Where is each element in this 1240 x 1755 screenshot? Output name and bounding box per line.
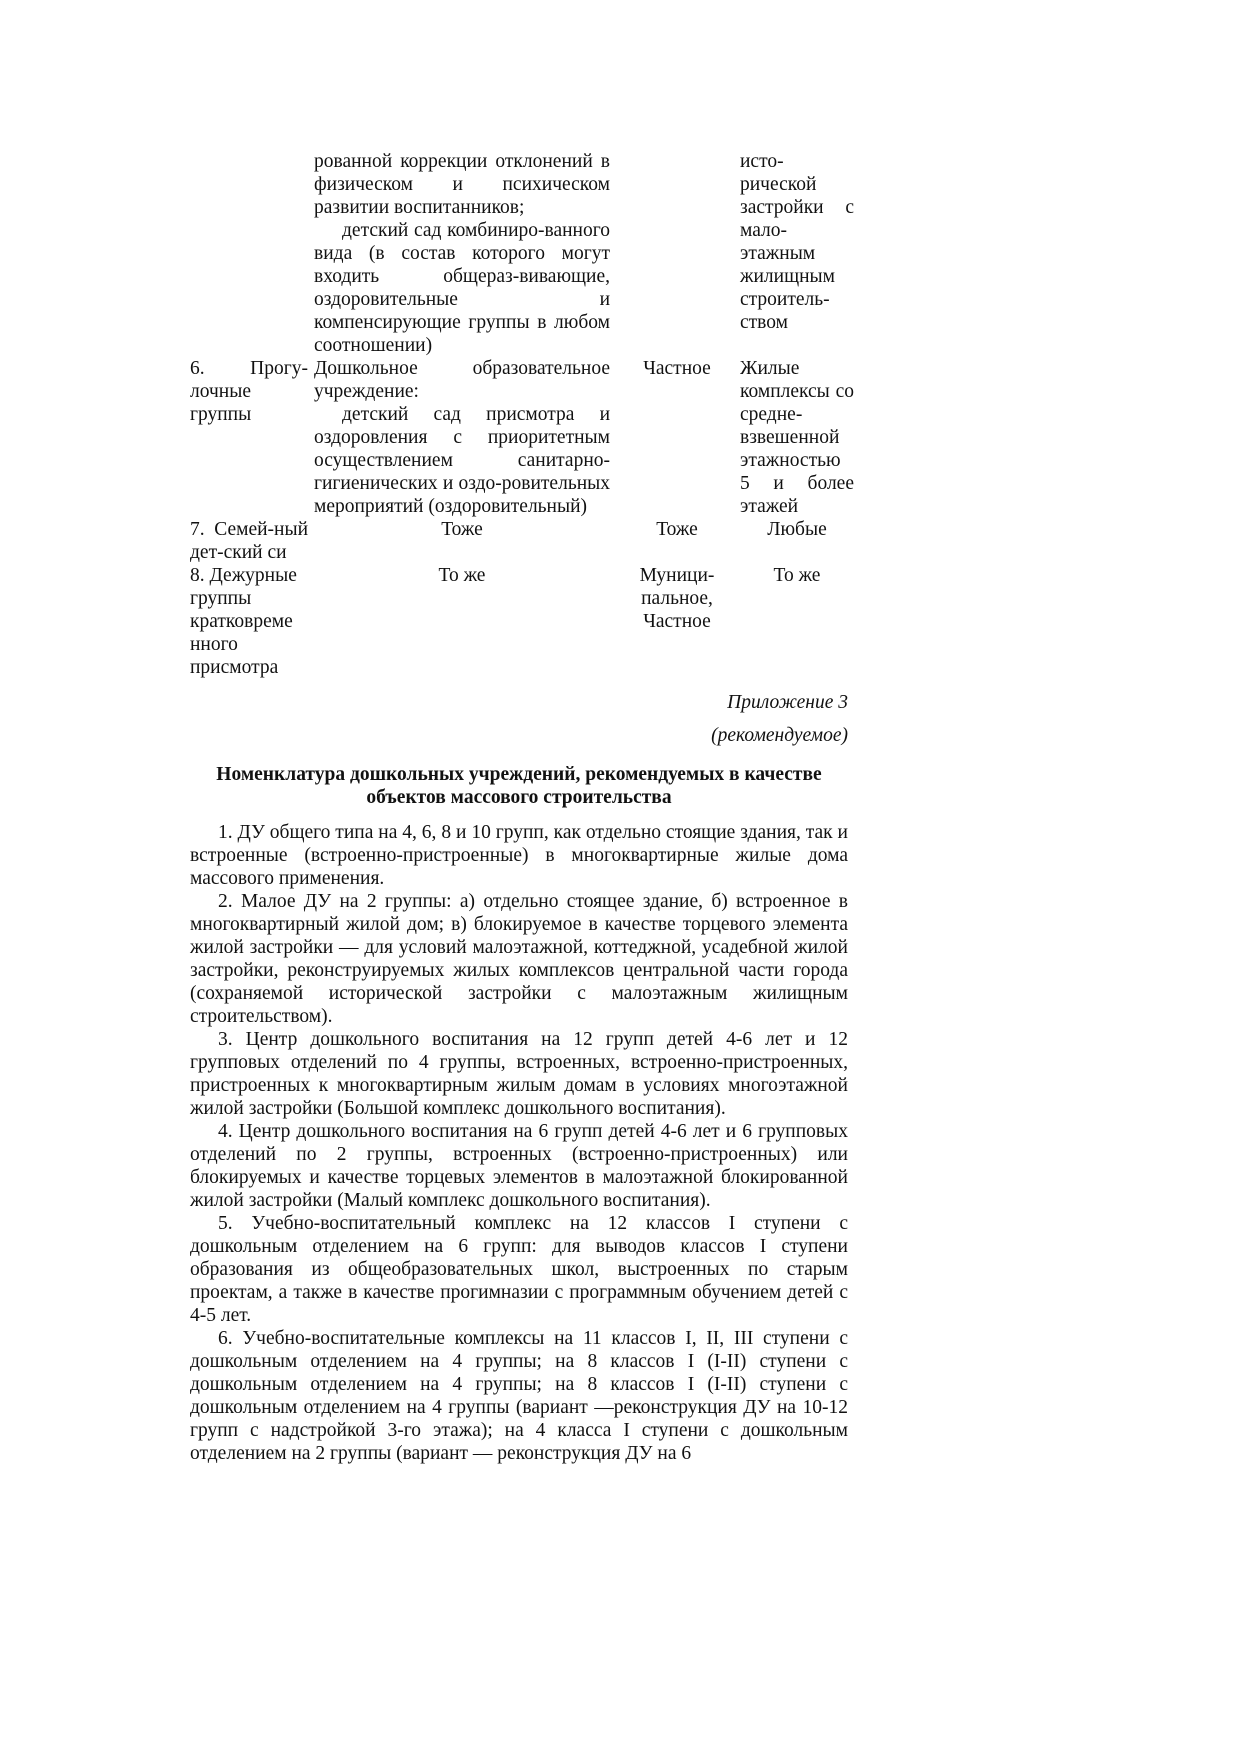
appendix-block bbox=[190, 691, 848, 747]
table-cell-type bbox=[312, 518, 614, 564]
table-cell-type bbox=[312, 564, 614, 679]
table-cell-placement: Жилые комплексы со средне-взвешенной этажностью 5 и более этажей bbox=[740, 358, 854, 517]
table-row bbox=[190, 518, 854, 564]
table-cell-placement: Любые bbox=[767, 519, 827, 540]
paragraph: 2. Малое ДУ на 2 группы: а) отдельно стоящее здание, б) встроенное в многоквартирный жилой дом; в) блокируемое в качестве торцевого элемента жилой застройки — для условий малоэтажной, коттеджной, усадебной жилой застройки, реконструируемых жилых комплексов центральной части города (сохраняемой исторической застройки с малоэтажным жилищным строительством). bbox=[190, 891, 848, 1027]
cell-paragraph: рованной коррекции отклонений в физическом и психическом развитии воспитанников; bbox=[314, 151, 610, 218]
nomenclature-table bbox=[190, 150, 854, 679]
table-row bbox=[190, 357, 854, 518]
cell-paragraph: Дошкольное образовательное учреждение: bbox=[314, 358, 610, 402]
paragraph: 5. Учебно-воспитательный комплекс на 12 классов I ступени с дошкольным отделением на 6 групп: для выводов классов I ступени образования из общеобразовательных школ, выстроенных по старым проектам, а также в качестве прогимназии с программным обучением детей с 4-5 лет. bbox=[190, 1213, 848, 1326]
table-cell-number: 8. Дежурные группы кратковреме нного присмотра bbox=[190, 565, 297, 678]
table-cell-number bbox=[190, 150, 312, 357]
table-cell-type bbox=[312, 357, 614, 518]
table-cell-ownership bbox=[614, 150, 740, 357]
table-cell-number: 7. Семей-ный дет-ский си bbox=[190, 519, 308, 563]
paragraph: 1. ДУ общего типа на 4, 6, 8 и 10 групп, как отдельно стоящие здания, так и встроенные (встроенно-пристроенные) в многоквартирные жилые дома массового применения. bbox=[190, 822, 848, 889]
cell-paragraph: Тоже bbox=[441, 519, 483, 540]
paragraph: 6. Учебно-воспитательные комплексы на 11 классов I, II, III ступени с дошкольным отделением на 4 группы; на 8 классов I (I-II) ступени с дошкольным отделением на 4 группы; на 8 классов I (I-II) ступени с дошкольным отделением на 4 группы (вариант —реконструкция ДУ на 10-12 групп с надстройкой 3-го этажа); на 4 класса I ступени с дошкольным отделением на 2 группы (вариант — реконструкция ДУ на 6 bbox=[190, 1328, 848, 1464]
paragraph-list bbox=[190, 821, 848, 1465]
table-cell-placement: исто-рической застройки с мало-этажным жилищным строитель-ством bbox=[740, 151, 854, 333]
table-row bbox=[190, 150, 854, 357]
table-cell-number: 6. Прогу-лочные группы bbox=[190, 358, 308, 425]
table-cell-ownership: Муници-пальное, Частное bbox=[639, 565, 715, 632]
table-cell-ownership: Тоже bbox=[656, 519, 698, 540]
table-cell-ownership: Частное bbox=[643, 358, 711, 379]
cell-paragraph: То же bbox=[438, 565, 486, 586]
section-heading: Номенклатура дошкольных учреждений, рекомендуемых в качестве объектов массового строительства bbox=[216, 764, 822, 808]
cell-paragraph: детский сад присмотра и оздоровления с приоритетным осуществлением санитарно-гигиенических и оздо-ровительных мероприятий (оздоровительный) bbox=[314, 404, 610, 517]
table-cell-type bbox=[312, 150, 614, 357]
table-cell-placement: То же bbox=[773, 565, 821, 586]
cell-paragraph: детский сад комбиниро-ванного вида (в состав которого могут входить общераз-вивающие, оздоровительные и компенсирующие группы в любом соотношении) bbox=[314, 220, 610, 356]
paragraph: 4. Центр дошкольного воспитания на 6 групп детей 4-6 лет и 6 групповых отделений по 2 группы, встроенных (встроенно-пристроенных) или блокируемых и качестве торцевых элементов в малоэтажной блокированной жилой застройки (Малый комплекс дошкольного воспитания). bbox=[190, 1121, 848, 1211]
appendix-label: Приложение 3 bbox=[727, 692, 848, 713]
table-row bbox=[190, 564, 854, 679]
document-page bbox=[190, 150, 854, 1465]
appendix-status: (рекомендуемое) bbox=[711, 725, 848, 746]
paragraph: 3. Центр дошкольного воспитания на 12 групп детей 4-6 лет и 12 групповых отделений по 4 группы, встроенных, встроенно-пристроенных, пристроенных к многоквартирным жилым домам в условиях многоэтажной жилой застройки (Большой комплекс дошкольного воспитания). bbox=[190, 1029, 848, 1119]
